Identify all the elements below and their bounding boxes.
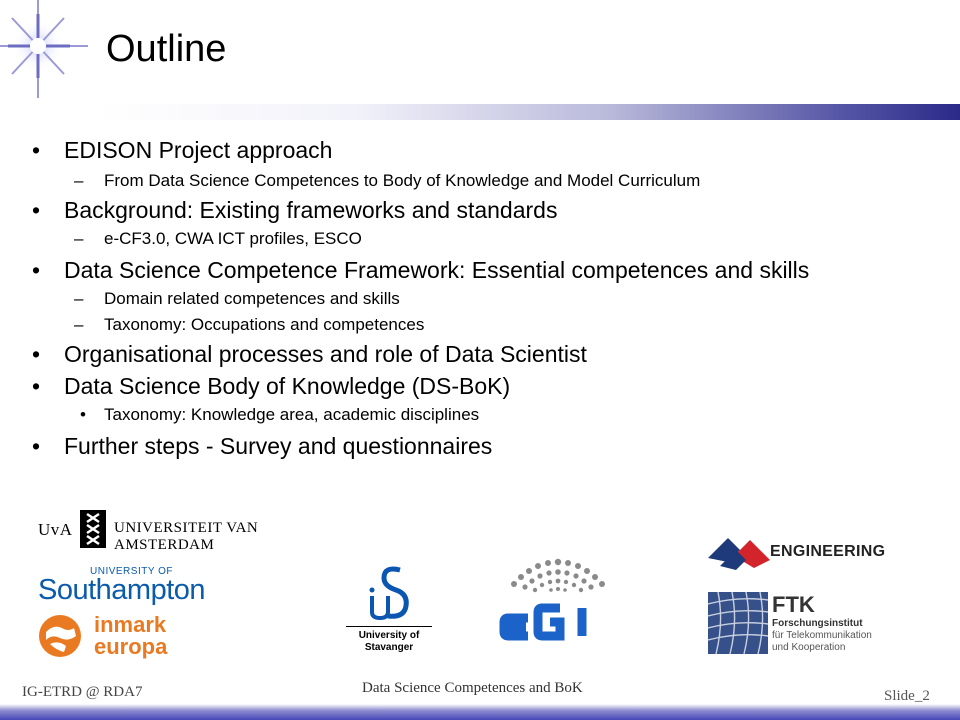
ftk-logo: FTK Forschungsinstitut für Telekommunikation und Kooperation	[708, 592, 888, 656]
bullet-organisational-processes: • Organisational processes and role of Data Scientist	[64, 340, 587, 368]
inmark-globe-icon	[38, 614, 82, 658]
engineering-logo: ENGINEERING	[706, 530, 886, 572]
subbullet-taxonomy-knowledge-area: • Taxonomy: Knowledge area, academic disciplines	[104, 404, 479, 426]
subbullet-taxonomy-occupations: – Taxonomy: Occupations and competences	[104, 314, 424, 336]
title-underline-bar	[95, 104, 960, 120]
footer-left: IG-ETRD @ RDA7	[22, 684, 143, 700]
subbullet-ecf-cwa-esco: – e-CF3.0, CWA ICT profiles, ESCO	[104, 228, 362, 250]
stavanger-line1: University of	[358, 630, 420, 641]
footer-bar	[0, 704, 960, 720]
footer-center: Data Science Competences and BoK	[362, 680, 583, 696]
engineering-mark-icon	[706, 530, 772, 572]
stavanger-line2: Stavanger	[364, 642, 414, 653]
subbullet-competences-to-bok: – From Data Science Competences to Body of Knowledge and Model Curriculum	[104, 170, 700, 192]
bullet-background-frameworks: • Background: Existing frameworks and standards	[64, 196, 557, 224]
bullet-edison-approach: • EDISON Project approach	[64, 136, 332, 164]
slide-title: Outline	[106, 28, 227, 70]
uva-logo: UvA UNIVERSITEIT VAN AMSTERDAM	[38, 510, 358, 550]
bullet-further-steps: • Further steps - Survey and questionnaires	[64, 432, 492, 460]
uva-crest-icon	[80, 510, 106, 548]
stavanger-logo	[346, 564, 432, 660]
inmark-logo: inmark europa	[38, 612, 188, 662]
bullet-ds-competence-framework: • Data Science Competence Framework: Essential competences and skills	[64, 256, 809, 284]
egi-dots-graphic	[498, 556, 618, 642]
bullet-ds-bok: • Data Science Body of Knowledge (DS-BoK)	[64, 372, 510, 400]
ftk-grid-icon	[708, 592, 768, 654]
southampton-logo: UNIVERSITY OF Southampton	[38, 566, 206, 606]
egi-logo	[498, 556, 618, 642]
stavanger-text	[346, 626, 432, 654]
slide-number: Slide_2	[884, 688, 930, 704]
stavanger-us-emblem-icon	[360, 564, 420, 624]
star-decoration	[0, 0, 92, 100]
subbullet-domain-competences: – Domain related competences and skills	[104, 288, 400, 310]
